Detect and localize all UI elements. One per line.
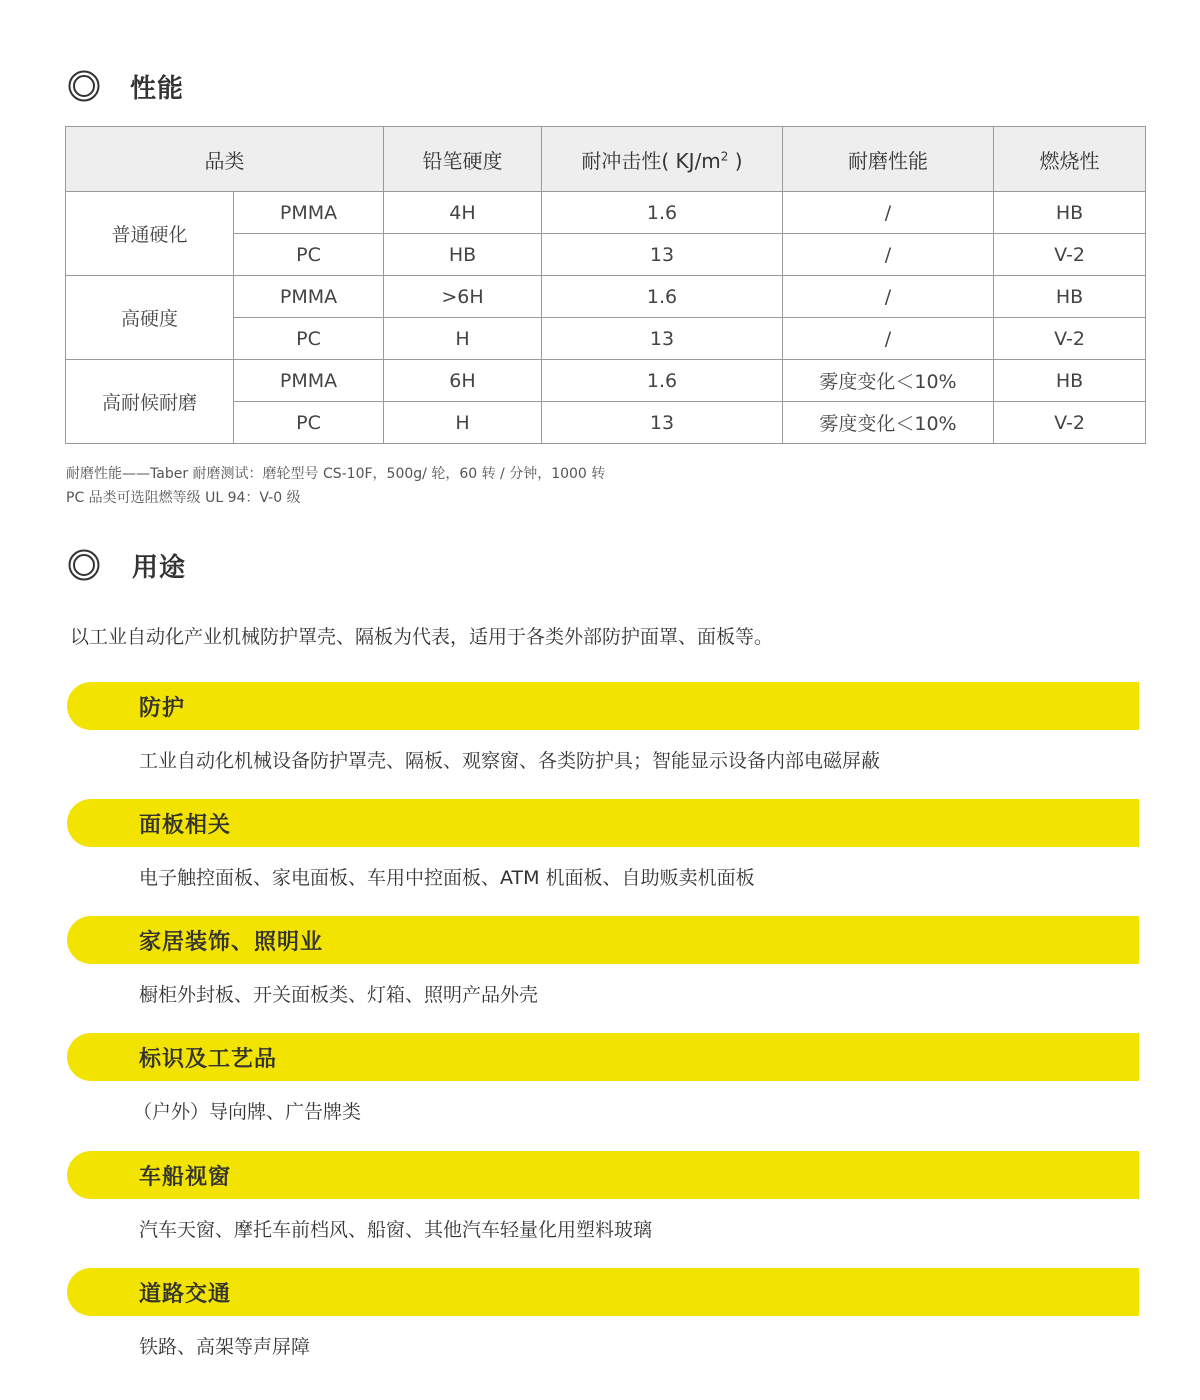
cell-abrasion: / — [783, 192, 994, 234]
usage-heading — [68, 545, 186, 585]
group-name: 普通硬化 — [66, 192, 234, 276]
cell-hardness: H — [384, 318, 542, 360]
note-flame-retardant: PC 品类可选阻燃等级 UL 94：V-0 级 — [66, 490, 301, 506]
category-title: 家居装饰、照明业 — [139, 929, 324, 955]
category-bar — [67, 1268, 1139, 1316]
category-title: 面板相关 — [139, 812, 232, 838]
cell-hardness: 4H — [384, 192, 542, 234]
category-title: 道路交通 — [139, 1281, 232, 1307]
cell-flammability: HB — [994, 276, 1146, 318]
double-circle-icon — [68, 549, 100, 581]
group-name: 高硬度 — [66, 276, 234, 360]
header-impact-suffix: ) — [728, 148, 743, 173]
cell-impact: 13 — [542, 402, 783, 444]
double-circle-icon — [68, 70, 100, 102]
cell-material: PC — [234, 234, 384, 276]
cell-abrasion: / — [783, 276, 994, 318]
category-description: 工业自动化机械设备防护罩壳、隔板、观察窗、各类防护具；智能显示设备内部电磁屏蔽 — [139, 750, 881, 772]
header-abrasion: 耐磨性能 — [783, 127, 994, 192]
cell-flammability: HB — [994, 360, 1146, 402]
category-title: 标识及工艺品 — [139, 1046, 278, 1072]
header-impact — [542, 127, 783, 192]
header-pencil-hardness: 铅笔硬度 — [384, 127, 542, 192]
header-flammability: 燃烧性 — [994, 127, 1146, 192]
performance-heading — [68, 66, 184, 106]
usage-title: 用途 — [132, 552, 187, 583]
cell-abrasion: / — [783, 318, 994, 360]
cell-material: PMMA — [234, 192, 384, 234]
category-description: 电子触控面板、家电面板、车用中控面板、ATM 机面板、自助贩卖机面板 — [139, 867, 755, 889]
table-row — [66, 360, 1146, 402]
cell-flammability: V-2 — [994, 234, 1146, 276]
header-impact-sup: 2 — [720, 148, 729, 163]
category-bar — [67, 799, 1139, 847]
cell-impact: 1.6 — [542, 360, 783, 402]
category-bar — [67, 916, 1139, 964]
cell-impact: 13 — [542, 234, 783, 276]
category-bar — [67, 1033, 1139, 1081]
cell-hardness: 6H — [384, 360, 542, 402]
cell-hardness: >6H — [384, 276, 542, 318]
header-impact-prefix: 耐冲击性( KJ/m — [581, 148, 721, 173]
category-description: 铁路、高架等声屏障 — [139, 1336, 311, 1358]
category-description: 汽车天窗、摩托车前档风、船窗、其他汽车轻量化用塑料玻璃 — [139, 1219, 653, 1241]
usage-category — [67, 1151, 1139, 1242]
usage-category — [67, 1268, 1139, 1359]
usage-category — [67, 682, 1139, 773]
cell-impact: 1.6 — [542, 192, 783, 234]
cell-flammability: V-2 — [994, 318, 1146, 360]
group-name: 高耐候耐磨 — [66, 360, 234, 444]
category-description: 橱柜外封板、开关面板类、灯箱、照明产品外壳 — [139, 984, 539, 1006]
cell-abrasion: 雾度变化＜10% — [783, 360, 994, 402]
cell-impact: 13 — [542, 318, 783, 360]
table-notes — [66, 462, 605, 510]
category-title: 防护 — [139, 695, 186, 721]
usage-category — [67, 916, 1139, 1007]
cell-impact: 1.6 — [542, 276, 783, 318]
cell-material: PC — [234, 318, 384, 360]
usage-category — [67, 799, 1139, 890]
category-title: 车船视窗 — [139, 1164, 232, 1190]
cell-hardness: HB — [384, 234, 542, 276]
usage-intro: 以工业自动化产业机械防护罩壳、隔板为代表，适用于各类外部防护面罩、面板等。 — [70, 626, 774, 648]
table-row — [66, 276, 1146, 318]
category-bar — [67, 682, 1139, 730]
cell-flammability: V-2 — [994, 402, 1146, 444]
category-description: （户外）导向牌、广告牌类 — [133, 1101, 362, 1123]
note-abrasion-test: 耐磨性能——Taber 耐磨测试：磨轮型号 CS-10F，500g/ 轮，60 转 / 分钟，1000 转 — [66, 466, 606, 482]
table-row — [66, 192, 1146, 234]
spec-table — [65, 126, 1146, 444]
usage-category — [67, 1033, 1139, 1124]
table-header-row — [66, 127, 1146, 192]
header-category: 品类 — [66, 127, 384, 192]
cell-material: PMMA — [234, 360, 384, 402]
performance-title: 性能 — [130, 73, 185, 104]
cell-hardness: H — [384, 402, 542, 444]
cell-abrasion: 雾度变化＜10% — [783, 402, 994, 444]
cell-material: PMMA — [234, 276, 384, 318]
cell-flammability: HB — [994, 192, 1146, 234]
category-bar — [67, 1151, 1139, 1199]
cell-abrasion: / — [783, 234, 994, 276]
cell-material: PC — [234, 402, 384, 444]
